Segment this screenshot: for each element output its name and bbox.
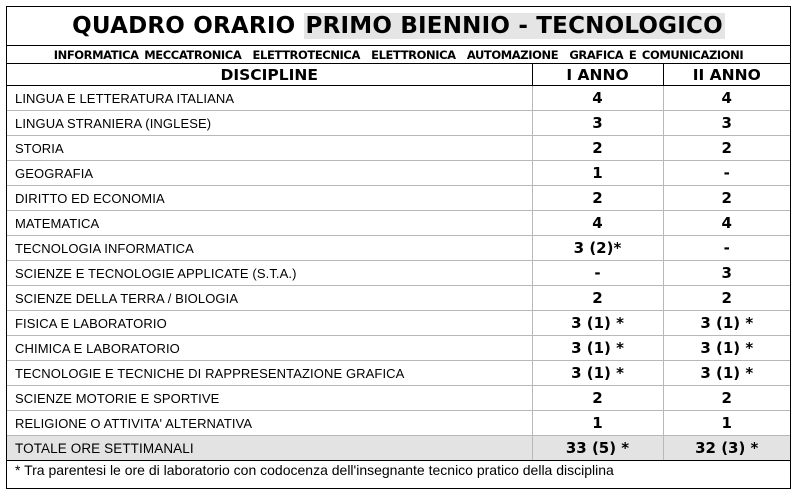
timetable — [7, 64, 790, 461]
hours-year-1: 2 — [532, 386, 663, 411]
hours-year-2: 3 (1) * — [663, 336, 790, 361]
subject-name: TECNOLOGIE E TECNICHE DI RAPPRESENTAZIONE GRAFICA — [7, 361, 532, 386]
table-row — [7, 86, 790, 111]
subject-name: GEOGRAFIA — [7, 161, 532, 186]
hours-year-2: 2 — [663, 136, 790, 161]
subject-name: CHIMICA E LABORATORIO — [7, 336, 532, 361]
table-row — [7, 311, 790, 336]
title-part-2-highlighted: PRIMO BIENNIO - TECNOLOGICO — [305, 13, 723, 39]
hours-year-1: 1 — [532, 161, 663, 186]
hours-year-1: 3 — [532, 111, 663, 136]
hours-year-1: - — [532, 261, 663, 286]
header-discipline: DISCIPLINE — [7, 64, 532, 86]
hours-year-2: 2 — [663, 386, 790, 411]
hours-year-2: 1 — [663, 411, 790, 436]
hours-year-2: 4 — [663, 211, 790, 236]
table-row — [7, 286, 790, 311]
hours-year-1: 4 — [532, 86, 663, 111]
hours-year-2: 2 — [663, 186, 790, 211]
subtitle-row — [7, 46, 790, 64]
hours-year-1: 3 (2)* — [532, 236, 663, 261]
hours-year-2: 4 — [663, 86, 790, 111]
hours-year-2: 2 — [663, 286, 790, 311]
table-row — [7, 136, 790, 161]
total-label: TOTALE ORE SETTIMANALI — [7, 436, 532, 461]
hours-year-1: 2 — [532, 186, 663, 211]
subject-name: TECNOLOGIA INFORMATICA — [7, 236, 532, 261]
table-row — [7, 411, 790, 436]
hours-year-1: 4 — [532, 211, 663, 236]
hours-year-2: 3 (1) * — [663, 361, 790, 386]
subject-name: MATEMATICA — [7, 211, 532, 236]
header-row — [7, 64, 790, 86]
page-title — [72, 13, 725, 39]
subtitle-courses: INFORMATICA MECCATRONICA ELETTROTECNICA ELETTRONICA AUTOMAZIONE GRAFICA E COMUNICAZIONI — [53, 47, 744, 62]
subject-name: SCIENZE E TECNOLOGIE APPLICATE (S.T.A.) — [7, 261, 532, 286]
hours-year-1: 1 — [532, 411, 663, 436]
hours-year-1: 2 — [532, 136, 663, 161]
hours-year-1: 3 (1) * — [532, 361, 663, 386]
total-year-1: 33 (5) * — [532, 436, 663, 461]
header-year-2: II ANNO — [663, 64, 790, 86]
subject-name: STORIA — [7, 136, 532, 161]
title-part-1: QUADRO ORARIO — [72, 13, 304, 39]
table-body — [7, 86, 790, 461]
subject-name: FISICA E LABORATORIO — [7, 311, 532, 336]
timetable-document — [6, 6, 791, 489]
subject-name: LINGUA STRANIERA (INGLESE) — [7, 111, 532, 136]
title-row — [7, 7, 790, 46]
subject-name: LINGUA E LETTERATURA ITALIANA — [7, 86, 532, 111]
total-row — [7, 436, 790, 461]
table-row — [7, 161, 790, 186]
hours-year-2: - — [663, 161, 790, 186]
table-row — [7, 211, 790, 236]
total-year-2: 32 (3) * — [663, 436, 790, 461]
hours-year-2: 3 — [663, 111, 790, 136]
footnote: * Tra parentesi le ore di laboratorio con codocenza dell'insegnante tecnico pratico della disciplina — [15, 462, 614, 478]
subject-name: SCIENZE MOTORIE E SPORTIVE — [7, 386, 532, 411]
table-row — [7, 186, 790, 211]
table-row — [7, 386, 790, 411]
header-year-1: I ANNO — [532, 64, 663, 86]
table-row — [7, 261, 790, 286]
table-row — [7, 336, 790, 361]
hours-year-1: 2 — [532, 286, 663, 311]
table-row — [7, 111, 790, 136]
table-row — [7, 236, 790, 261]
subject-name: RELIGIONE O ATTIVITA' ALTERNATIVA — [7, 411, 532, 436]
hours-year-2: 3 — [663, 261, 790, 286]
subject-name: SCIENZE DELLA TERRA / BIOLOGIA — [7, 286, 532, 311]
subject-name: DIRITTO ED ECONOMIA — [7, 186, 532, 211]
hours-year-2: - — [663, 236, 790, 261]
table-row — [7, 361, 790, 386]
hours-year-2: 3 (1) * — [663, 311, 790, 336]
hours-year-1: 3 (1) * — [532, 336, 663, 361]
hours-year-1: 3 (1) * — [532, 311, 663, 336]
